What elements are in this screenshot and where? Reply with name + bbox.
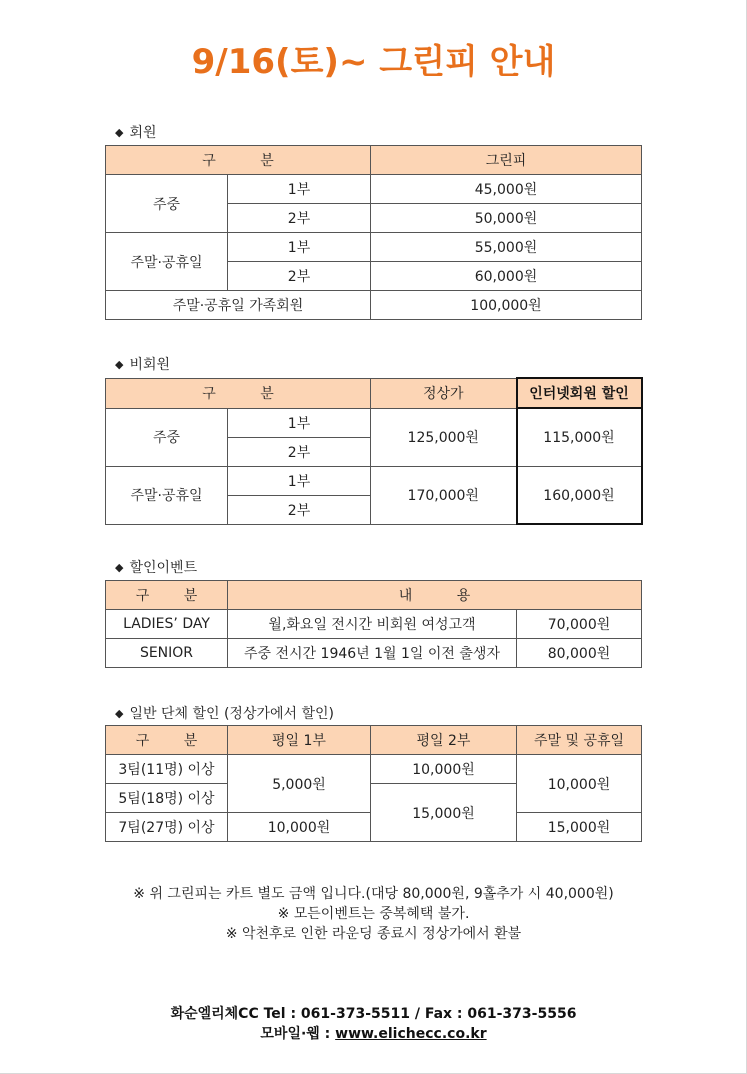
header-weekday-1: 평일 1부	[228, 726, 371, 755]
footer-web-label: 모바일·웹 :	[260, 1026, 336, 1042]
row-group-weekday: 주중	[106, 175, 228, 233]
member-fee-table	[105, 145, 642, 320]
header-weekday-2: 평일 2부	[371, 726, 517, 755]
table-row	[106, 175, 642, 204]
weekend-discount: 10,000원	[517, 755, 642, 813]
table-row	[106, 755, 642, 784]
footer-contact: 화순엘리체CC Tel : 061-373-5511 / Fax : 061-373-5556	[170, 1006, 577, 1022]
table-header-row	[106, 146, 642, 175]
row-internet-fee: 115,000원	[517, 408, 642, 466]
table-header-row	[106, 378, 642, 408]
weekday2-discount: 10,000원	[371, 755, 517, 784]
header-content: 내 용	[228, 581, 642, 610]
header-regular-price: 정상가	[371, 378, 517, 408]
row-family-fee: 100,000원	[371, 291, 642, 320]
diamond-bullet-icon: ◆	[115, 358, 124, 371]
note-weather-refund: ※ 악천후로 인한 라운딩 종료시 정상가에서 환불	[225, 926, 522, 942]
header-weekend: 주말 및 공휴일	[517, 726, 642, 755]
section-label-group-discount: ◆ 일반 단체 할인 (정상가에서 할인)	[115, 706, 335, 722]
notes	[0, 884, 747, 944]
group-size-label: 3팀(11명) 이상	[106, 755, 228, 784]
row-fee: 60,000원	[371, 262, 642, 291]
header-category: 구 분	[106, 726, 228, 755]
section-label-nonmember: ◆ 비회원	[115, 357, 171, 373]
nonmember-fee-table	[105, 377, 643, 525]
row-regular-fee: 170,000원	[371, 466, 517, 524]
event-table	[105, 580, 642, 668]
header-category: 구 분	[106, 146, 371, 175]
row-part: 1부	[228, 408, 371, 437]
row-fee: 55,000원	[371, 233, 642, 262]
event-description: 주중 전시간 1946년 1월 1일 이전 출생자	[228, 639, 517, 668]
diamond-bullet-icon: ◆	[115, 707, 124, 720]
row-part: 2부	[228, 437, 371, 466]
row-family-label: 주말·공휴일 가족회원	[106, 291, 371, 320]
table-row	[106, 466, 642, 495]
weekday1-discount: 5,000원	[228, 755, 371, 813]
row-part: 1부	[228, 175, 371, 204]
row-regular-fee: 125,000원	[371, 408, 517, 466]
footer-web	[0, 1024, 747, 1044]
row-part: 1부	[228, 233, 371, 262]
group-discount-table	[105, 725, 642, 842]
row-fee: 50,000원	[371, 204, 642, 233]
diamond-bullet-icon: ◆	[115, 561, 124, 574]
row-part: 1부	[228, 466, 371, 495]
weekday2-discount: 15,000원	[371, 784, 517, 842]
table-header-row	[106, 581, 642, 610]
note-no-duplicate: ※ 모든이벤트는 중복혜택 불가.	[277, 906, 470, 922]
website-link[interactable]: www.elichecc.co.kr	[335, 1026, 487, 1042]
table-row	[106, 291, 642, 320]
event-name: LADIES’ DAY	[106, 610, 228, 639]
note-cart-fee: ※ 위 그린피는 카트 별도 금액 입니다.(대당 80,000원, 9홀추가 시 40,000원)	[133, 886, 614, 902]
event-description: 월,화요일 전시간 비회원 여성고객	[228, 610, 517, 639]
row-group-weekend: 주말·공휴일	[106, 466, 228, 524]
table-header-row	[106, 726, 642, 755]
diamond-bullet-icon: ◆	[115, 126, 124, 139]
table-row	[106, 233, 642, 262]
header-category: 구 분	[106, 378, 371, 408]
table-row	[106, 639, 642, 668]
section-label-member: ◆ 회원	[115, 125, 157, 141]
row-part: 2부	[228, 495, 371, 524]
row-fee: 45,000원	[371, 175, 642, 204]
row-group-weekend: 주말·공휴일	[106, 233, 228, 291]
table-row	[106, 610, 642, 639]
event-fee: 80,000원	[517, 639, 642, 668]
header-greenfee: 그린피	[371, 146, 642, 175]
table-row	[106, 408, 642, 437]
section-label-event: ◆ 할인이벤트	[115, 560, 198, 576]
header-internet-discount: 인터넷회원 할인	[517, 378, 642, 408]
event-fee: 70,000원	[517, 610, 642, 639]
row-part: 2부	[228, 204, 371, 233]
group-size-label: 5팀(18명) 이상	[106, 784, 228, 813]
weekend-discount: 15,000원	[517, 813, 642, 842]
footer	[0, 1004, 747, 1044]
row-group-weekday: 주중	[106, 408, 228, 466]
header-category: 구 분	[106, 581, 228, 610]
weekday1-discount: 10,000원	[228, 813, 371, 842]
page-title: 9/16(토)~ 그린피 안내	[191, 42, 556, 82]
row-part: 2부	[228, 262, 371, 291]
event-name: SENIOR	[106, 639, 228, 668]
row-internet-fee: 160,000원	[517, 466, 642, 524]
group-size-label: 7팀(27명) 이상	[106, 813, 228, 842]
